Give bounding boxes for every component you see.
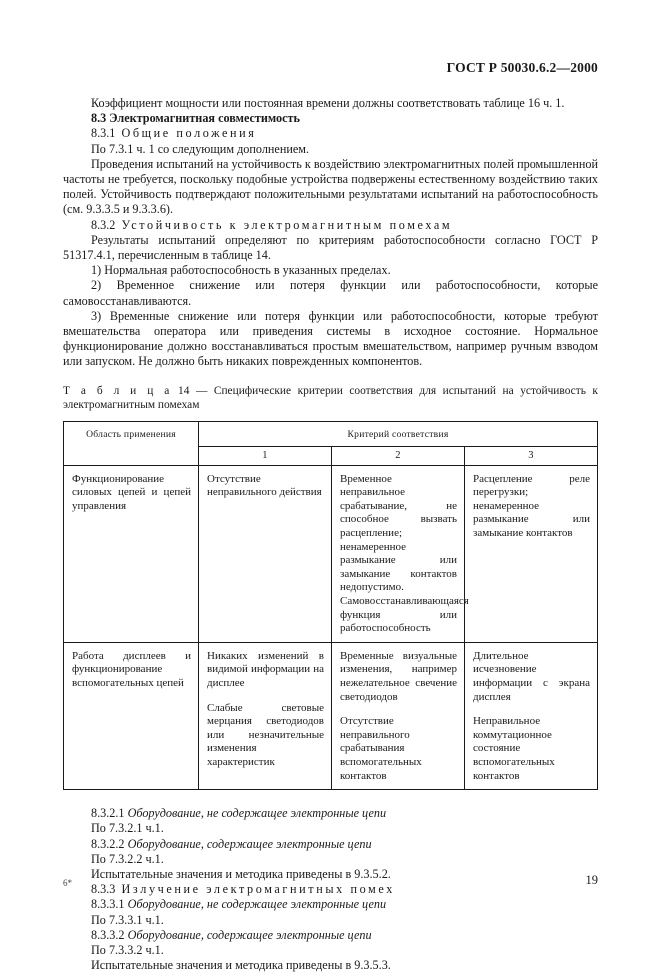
heading-8-3-1-number: 8.3.1 xyxy=(91,126,116,141)
paragraph-field-immunity-note: Проведения испытаний на устойчивость к воздействию электромагнитных полей промышленной частоты не требуется, поскольку подобные устройства подвержены естественному воздействию таких полей. Устойчивость подтверждают положительными результатами испытаний на работоспособность (см. 9.3.3.5 и 9.3.3.6). xyxy=(63,156,598,217)
heading-8-3-2 xyxy=(63,218,598,233)
cell-area-content: Функционирование силовых цепей и цепей управления xyxy=(72,472,191,512)
reference-7-3-2-2: По 7.3.2.2 ч.1. xyxy=(91,851,164,866)
table-header-col-3: 3 xyxy=(465,446,598,465)
heading-8-3-2-title: Устойчивость к электромагнитным помехам xyxy=(121,217,453,232)
table-header-row-top xyxy=(64,421,598,446)
paragraph-power-factor: Коэффициент мощности или постоянная времени должны соответствовать таблице 16 ч. 1. xyxy=(91,96,565,110)
table-caption xyxy=(63,384,598,412)
page-body-column xyxy=(63,96,598,973)
heading-8-3-2-2-title: Оборудование, содержащее электронные цепи xyxy=(127,836,372,851)
paragraph-criterion-3: 3) Временные снижение или потеря функции или работоспособности, которые требуют вмешательства оператора или приведения системы в исходное состояние. Нормальное функционирование должно восстанавливаться простым вмешательством, например ручным взводом или запуском. Не должно быть никаких поврежденных компонентов. xyxy=(63,308,598,369)
heading-8-3-2-2-number: 8.3.2.2 xyxy=(91,836,125,851)
heading-8-3-3-1 xyxy=(63,897,598,912)
cell-criterion-3 xyxy=(465,465,598,642)
cell-criterion-3-content: Расцепление реле перегрузки; ненамеренное размыкание или замыкание контактов xyxy=(473,472,591,540)
table-caption-dash: — xyxy=(195,384,208,397)
heading-8-3-3-2-number: 8.3.3.2 xyxy=(91,927,125,942)
cell-criterion-2-content: Временные визуальные изменения, например нежелательное свечение светодиодов Отсутствие неправильного срабатывания вспомогательных контактов xyxy=(340,649,457,782)
heading-8-3-3-2-title: Оборудование, содержащее электронные цепи xyxy=(127,927,372,942)
heading-8-3-3-title: Излучение электромагнитных помех xyxy=(121,882,395,897)
page-number: 19 xyxy=(585,873,598,887)
table-header-col-1: 1 xyxy=(199,446,332,465)
cell-criterion-2-content: Временное неправильное срабатывание, не способное вызвать расцепление; ненамеренное размыкание или замыкание контактов недопустимо. Самовосстанавливающаяся функция или работоспособность xyxy=(340,472,469,635)
heading-8-3-2-number: 8.3.2 xyxy=(91,217,116,232)
paragraph-test-values-9-3-5-2: Испытательные значения и методика приведены в 9.3.5.2. xyxy=(91,866,391,881)
reference-7-3-3-1: По 7.3.3.1 ч.1. xyxy=(91,912,164,927)
table-header-criterion-label: Критерий соответствия xyxy=(347,428,449,440)
cell-criterion-1 xyxy=(199,465,332,642)
heading-8-3-1 xyxy=(63,126,598,141)
heading-8-3-3-number: 8.3.3 xyxy=(91,882,116,897)
heading-8-3-2-1-number: 8.3.2.1 xyxy=(91,806,125,821)
paragraph-test-values-9-3-5-3: Испытательные значения и методика приведены в 9.3.5.3. xyxy=(91,958,391,973)
cell-criterion-2 xyxy=(332,642,465,789)
table-header-area-label: Область применения xyxy=(86,428,176,440)
heading-8-3-2-2 xyxy=(63,837,598,852)
heading-8-3-1-title: Общие положения xyxy=(121,126,257,141)
table-header-area xyxy=(64,421,199,465)
cell-criterion-2 xyxy=(332,465,469,642)
criteria-table xyxy=(63,421,598,790)
cell-area xyxy=(64,465,199,642)
table-row xyxy=(64,642,598,789)
table-header-criterion xyxy=(199,421,598,446)
table-row xyxy=(64,465,598,642)
running-header-standard-number: ГОСТ Р 50030.6.2—2000 xyxy=(446,60,598,75)
cell-area-content: Работа дисплеев и функционирование вспомогательных цепей xyxy=(72,649,191,689)
paragraph-criterion-2: 2) Временное снижение или потеря функции или работоспособности, которые самовосстанавливаются. xyxy=(63,278,598,308)
signature-mark: 6* xyxy=(63,878,72,888)
table-caption-text: Специфические критерии соответствия для испытаний на устойчивость к электромагнитным помехам xyxy=(63,384,598,411)
page-footer xyxy=(63,874,598,888)
cell-criterion-1 xyxy=(199,642,332,789)
cell-criterion-3-content: Длительное исчезновение информации с экрана дисплея Неправильное коммутационное состояние вспомогательных контактов xyxy=(473,649,591,782)
cell-criterion-1-content: Отсутствие неправильного действия xyxy=(207,472,322,499)
cell-criterion-3 xyxy=(465,642,598,789)
heading-8-3-3-1-title: Оборудование, не содержащее электронные цепи xyxy=(127,897,387,912)
cell-criterion-1-content: Никаких изменений в видимой информации на дисплее Слабые световые мерцания светодиодов или незначительные изменения характеристик xyxy=(207,649,324,768)
paragraph-criterion-1: 1) Нормальная работоспособность в указанных пределах. xyxy=(91,263,391,278)
heading-8-3-2-1 xyxy=(63,806,598,821)
heading-8-3-2-1-title: Оборудование, не содержащее электронные цепи xyxy=(127,806,387,821)
heading-8-3-3-1-number: 8.3.3.1 xyxy=(91,897,125,912)
spacer-before-table xyxy=(63,370,598,384)
spacer-after-table xyxy=(63,790,598,806)
heading-8-3-3-2 xyxy=(63,928,598,943)
heading-8-3: 8.3 Электромагнитная совместимость xyxy=(91,111,300,126)
cell-area xyxy=(64,642,199,789)
table-caption-label: Т а б л и ц а xyxy=(63,384,172,397)
paragraph-8-3-1-reference: По 7.3.1 ч. 1 со следующим дополнением. xyxy=(91,141,310,156)
reference-7-3-2-1: По 7.3.2.1 ч.1. xyxy=(91,821,164,836)
table-caption-number: 14 xyxy=(178,384,190,397)
paragraph-criteria-intro: Результаты испытаний определяют по критериям работоспособности согласно ГОСТ Р 51317.4.1, перечисленным в таблице 14. xyxy=(63,232,598,263)
table-header-col-2: 2 xyxy=(332,446,465,465)
reference-7-3-3-2: По 7.3.3.2 ч.1. xyxy=(91,942,164,957)
